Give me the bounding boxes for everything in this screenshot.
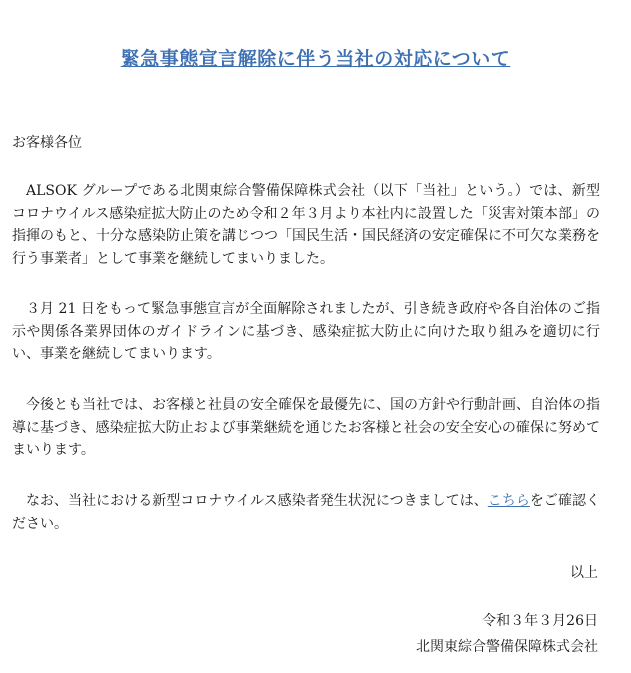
paragraph-text-before: なお、当社における新型コロナウイルス感染者発生状況につきましては、 <box>26 493 488 509</box>
paragraph-commitment: 今後とも当社では、お客様と社員の安全確保を最優先に、国の方針や行動計画、自治体の指導に基づき、感染症拡大防止および事業継続を通じたお客様と社会の安全安心の確保に努めてまいります。 <box>12 397 600 458</box>
salutation: お客様各位 <box>12 135 82 151</box>
paragraph-intro: ALSOK グループである北関東綜合警備保障株式会社（以下「当社」という。）では、新型コロナウイルス感染症拡大防止のため令和２年３月より本社内に設置した「災害対策本部」の指揮のもと、十分な感染防止策を講じつつ「国民生活・国民経済の安定確保に不可欠な業務を行う事業者」として事業を継続してまいりました。 <box>12 183 600 267</box>
paragraph-infection-status <box>12 490 600 535</box>
closing-word: 以上 <box>570 565 598 581</box>
infection-status-link[interactable]: こちら <box>487 493 530 509</box>
page-title: 緊急事態宣言解除に伴う当社の対応について <box>120 48 511 70</box>
paragraph-lifting: ３月 21 日をもって緊急事態宣言が全面解除されましたが、引き続き政府や各自治体のご指示や関係各業界団体のガイドラインに基づき、感染症拡大防止に向けた取り組みを適切に行い、事業を継続してまいります。 <box>12 301 600 362</box>
company-name: 北関東綜合警備保障株式会社 <box>416 639 598 655</box>
issue-date: 令和３年３月26日 <box>482 613 598 629</box>
paragraph-text-after: をご確認ください。 <box>12 493 601 532</box>
